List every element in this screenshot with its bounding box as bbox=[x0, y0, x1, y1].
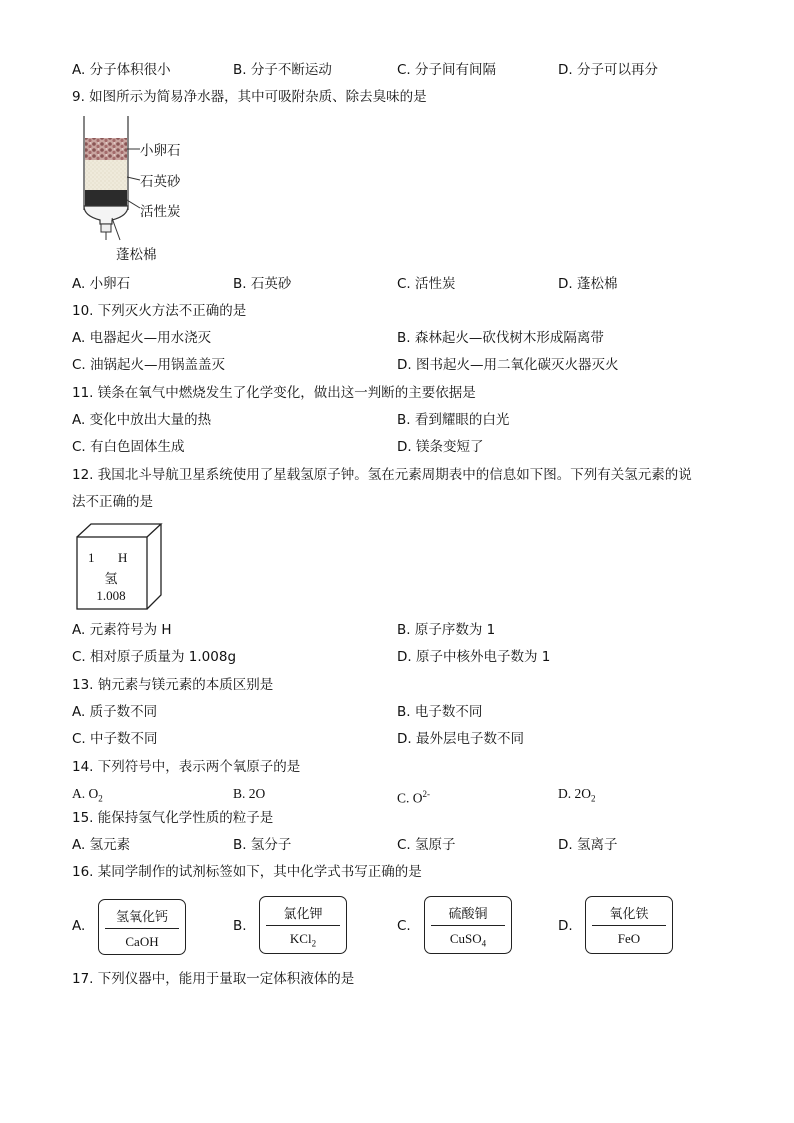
reagent-formula: CuSO$_4$ bbox=[449, 931, 487, 949]
reagent-name: 氯化钾 bbox=[283, 907, 323, 922]
q15-option-d: D. 氢离子 bbox=[558, 837, 618, 853]
reagent-label-b bbox=[259, 896, 347, 954]
q15-option-b: B. 氢分子 bbox=[233, 837, 292, 853]
q8-option-a: A. 分子体积很小 bbox=[72, 62, 171, 78]
reagent-name: 氧化铁 bbox=[609, 907, 649, 922]
filter-label-cotton: 蓬松棉 bbox=[116, 247, 157, 263]
q15-stem: 15. 能保持氢气化学性质的粒子是 bbox=[72, 810, 274, 826]
q12-stem-line1: 12. 我国北斗导航卫星系统使用了星载氢原子钟。氢在元素周期表中的信息如下图。下列有关氢元素的说 bbox=[72, 467, 692, 483]
q12-stem-line2: 法不正确的是 bbox=[72, 494, 153, 510]
q9-option-a: A. 小卵石 bbox=[72, 276, 131, 292]
q9-option-c: C. 活性炭 bbox=[397, 276, 456, 292]
element-atomic-number: 1 bbox=[88, 550, 95, 565]
reagent-formula: KCl$_2$ bbox=[289, 931, 317, 949]
q13-option-c: C. 中子数不同 bbox=[72, 731, 158, 747]
q14-option-a: A. $O_2$ bbox=[72, 786, 103, 804]
q12-option-b: B. 原子序数为 1 bbox=[397, 622, 496, 638]
q11-option-c: C. 有白色固体生成 bbox=[72, 439, 185, 455]
label-divider bbox=[105, 928, 179, 929]
q11-option-d: D. 镁条变短了 bbox=[397, 439, 484, 455]
q16-letter-a: A. bbox=[72, 918, 86, 934]
q12-option-c: C. 相对原子质量为 1.008g bbox=[72, 649, 237, 665]
element-mass: 1.008 bbox=[96, 588, 126, 603]
filter-label-quartz-sand: 石英砂 bbox=[140, 174, 181, 190]
q13-option-d: D. 最外层电子数不同 bbox=[397, 731, 524, 747]
reagent-label-d bbox=[585, 896, 673, 954]
q10-option-a: A. 电器起火—用水浇灭 bbox=[72, 330, 212, 346]
q11-option-a: A. 变化中放出大量的热 bbox=[72, 412, 212, 428]
q11-option-b: B. 看到耀眼的白光 bbox=[397, 412, 510, 428]
q13-stem: 13. 钠元素与镁元素的本质区别是 bbox=[72, 677, 274, 693]
q10-option-c: C. 油锅起火—用锅盖盖灭 bbox=[72, 357, 226, 373]
q17-stem: 17. 下列仪器中，能用于量取一定体积液体的是 bbox=[72, 971, 355, 987]
q12-option-d: D. 原子中核外电子数为 1 bbox=[397, 649, 551, 665]
q8-option-c: C. 分子间有间隔 bbox=[397, 62, 497, 78]
q15-option-c: C. 氢原子 bbox=[397, 837, 456, 853]
q9-option-b: B. 石英砂 bbox=[233, 276, 292, 292]
q16-letter-c: C. bbox=[397, 918, 411, 934]
q10-option-d: D. 图书起火—用二氧化碳灭火器灭火 bbox=[397, 357, 619, 373]
label-divider bbox=[266, 925, 340, 926]
q14-option-d: D. $2O_2$ bbox=[558, 786, 596, 804]
reagent-formula: CaOH bbox=[125, 934, 159, 949]
label-divider bbox=[431, 925, 505, 926]
q13-option-a: A. 质子数不同 bbox=[72, 704, 158, 720]
q11-stem: 11. 镁条在氧气中燃烧发生了化学变化，做出这一判断的主要依据是 bbox=[72, 385, 476, 401]
q14-stem: 14. 下列符号中，表示两个氧原子的是 bbox=[72, 759, 301, 775]
q9-option-d: D. 蓬松棉 bbox=[558, 276, 618, 292]
q8-option-d: D. 分子可以再分 bbox=[558, 62, 658, 78]
q10-stem: 10. 下列灭火方法不正确的是 bbox=[72, 303, 247, 319]
q14-option-b: B. 2O bbox=[233, 786, 266, 801]
reagent-label-c bbox=[424, 896, 512, 954]
filter-label-activated-carbon: 活性炭 bbox=[140, 204, 181, 220]
q9-stem: 9. 如图所示为简易净水器，其中可吸附杂质、除去臭味的是 bbox=[72, 89, 427, 105]
q16-letter-d: D. bbox=[558, 918, 573, 934]
q16-stem: 16. 某同学制作的试剂标签如下，其中化学式书写正确的是 bbox=[72, 864, 422, 880]
reagent-formula: FeO bbox=[617, 931, 641, 946]
q12-option-a: A. 元素符号为 H bbox=[72, 622, 172, 638]
reagent-name: 氢氧化钙 bbox=[115, 910, 168, 925]
q16-letter-b: B. bbox=[233, 918, 247, 934]
q8-option-b: B. 分子不断运动 bbox=[233, 62, 332, 78]
q13-option-b: B. 电子数不同 bbox=[397, 704, 483, 720]
q14-option-c: C. $O^{2-}$ bbox=[397, 789, 431, 806]
element-symbol: H bbox=[118, 550, 128, 565]
q10-option-b: B. 森林起火—砍伐树木形成隔离带 bbox=[397, 330, 604, 346]
q15-option-a: A. 氢元素 bbox=[72, 837, 131, 853]
element-cell-figure bbox=[76, 523, 164, 611]
element-name: 氢 bbox=[104, 572, 118, 587]
label-divider bbox=[592, 925, 666, 926]
reagent-label-a bbox=[98, 899, 186, 955]
reagent-name: 硫酸铜 bbox=[448, 907, 488, 922]
filter-label-pebbles: 小卵石 bbox=[140, 143, 181, 159]
